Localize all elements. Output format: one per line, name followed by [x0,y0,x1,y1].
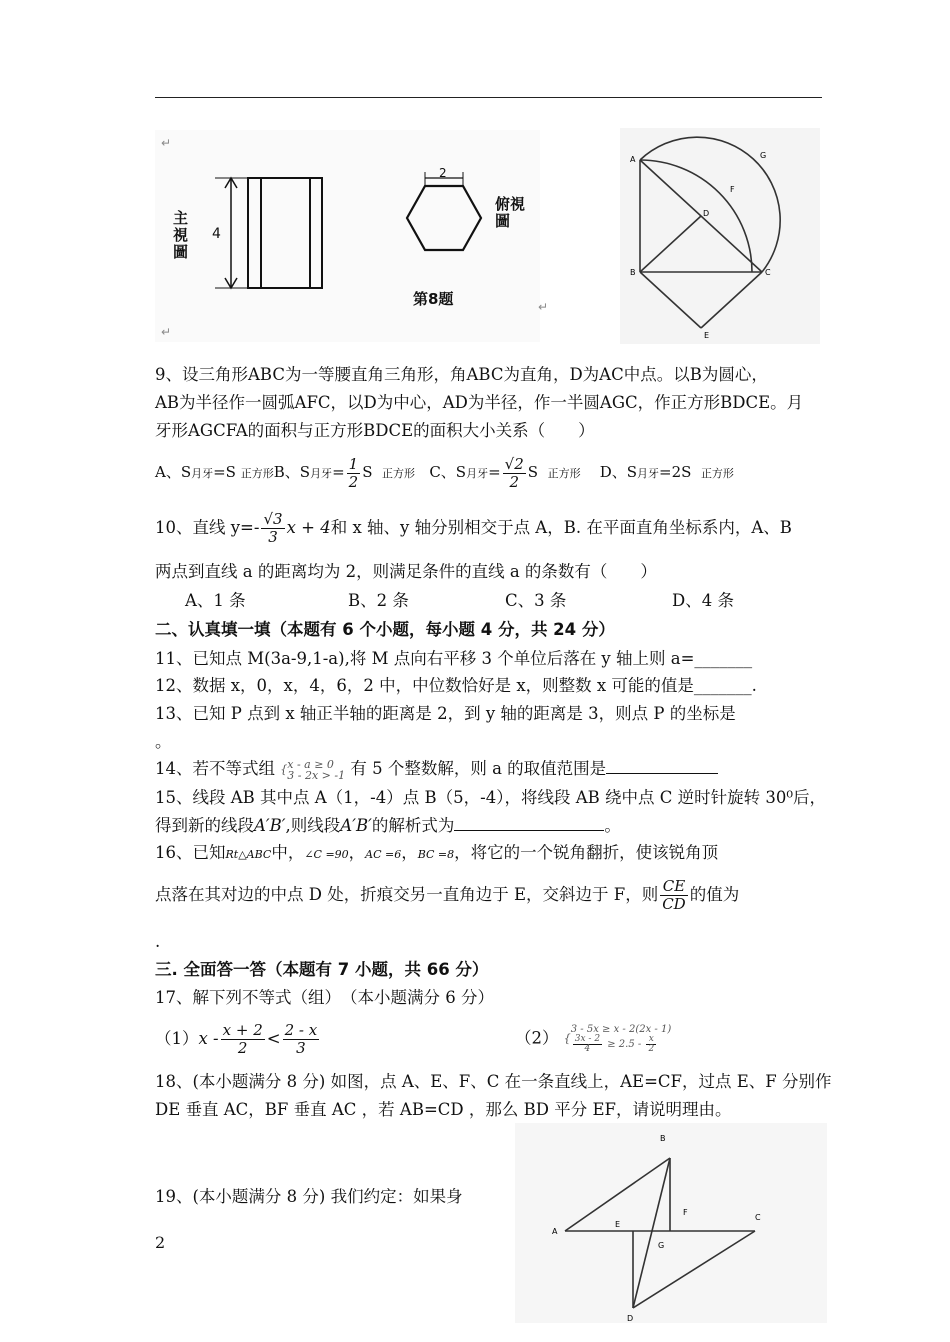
segment-BD [640,216,701,272]
q18-line2: DE 垂直 AC，BF 垂直 AC ，若 AB=CD ，那么 BD 平分 EF，请说明理由。 [155,1100,732,1119]
q14-text: 14、若不等式组 {x - a ≥ 0 3 - 2x > -1 有 5 个整数解，则 a 的取值范围是 [155,758,718,781]
front-view-label: 主視 圖 [173,209,189,261]
q10-option-b: B、2 条 [348,591,409,610]
q10-option-c: C、3 条 [505,591,567,610]
label-E: E [704,331,710,340]
segment-CE [701,272,762,328]
q15-line1: 15、线段 AB 其中点 A（1，-4）点 B（5，-4），将线段 AB 绕中点 C 逆时针旋转 30⁰后， [155,788,826,807]
q16-line3: . [155,932,161,951]
q17-inequality-system: {3 - 5x ≥ x - 2(2x - 1) $\frac{3x - 2}{4}$ ≥ 2.5 - $\frac{x}{2}$ [563,1024,672,1054]
width-label: 2 [439,166,447,180]
label-A: A [630,155,636,164]
header-rule [155,97,822,98]
label-B: B [660,1134,666,1143]
q9-line1: 9、设三角形ABC为一等腰直角三角形，角ABC为直角，D为AC中点。以B为圆心， [155,365,768,384]
q13-line2: 。 [155,732,172,751]
q9-line2: AB为半径作一圆弧AFC，以D为中心，AD为半径，作一半圆AGC，作正方形BDCE。月 [155,393,804,412]
q18-line1: 18、(本小题满分 8 分) 如图，点 A、E、F、C 在一条直线上，AE=CF，过点 E、F 分别作 [155,1072,832,1091]
q14-inequality-system: {x - a ≥ 0 3 - 2x > -1 [280,757,346,782]
q18-drawing [515,1123,827,1323]
segment-DC [633,1231,755,1308]
label-D: D [703,209,710,218]
q16-line1: 16、已知Rt△ABC中，∠C =90，AC =6，BC =8，将它的一个锐角翻折，使该锐角顶 [155,843,719,862]
q10-option-d: D、4 条 [672,591,734,610]
figure-q8-views [155,130,549,342]
q17-part2: （2） {3 - 5x ≥ x - 2(2x - 1) $\frac{3x - 2}{4}$ ≥ 2.5 - $\frac{x}{2}$ [515,1024,672,1054]
page-number: 2 [155,1233,166,1252]
return-mark-icon: ↵ [161,136,172,150]
label-G: G [658,1241,665,1250]
label-A: A [552,1227,558,1236]
figure-q18-geometry [515,1123,827,1323]
q13-line1: 13、已知 P 点到 x 轴正半轴的距离是 2，到 y 轴的距离是 3，则点 P 的坐标是 [155,704,736,723]
q9-drawing [620,128,820,344]
q19-text: 19、(本小题满分 8 分) 我们约定：如果身 [155,1187,463,1206]
label-F: F [683,1208,688,1217]
section-2-title: 二、认真填一填（本题有 6 个小题，每小题 4 分，共 24 分） [155,620,615,639]
figure-q9-geometry [620,128,820,344]
return-mark-icon: ↵ [538,300,549,314]
return-mark-icon: ↵ [161,325,172,339]
section-3-title: 三. 全面答一答（本题有 7 小题，共 66 分） [155,960,489,979]
label-E: E [615,1220,621,1229]
figure-caption: 第8题 [413,290,454,308]
label-D: D [627,1314,634,1323]
top-view-label: 俯視 圖 [495,195,526,230]
arc-AFC [640,160,752,272]
q9-options: A、S月牙=S 正方形B、S月牙= $\frac{1}{2}$ S 正方形 C、S月牙= $\frac{√2}{2}$ S 正方形 D、S月牙=2S 正方形 [155,454,734,491]
q17-title: 17、解下列不等式（组） （本小题满分 6 分） [155,988,494,1007]
q9-line3: 牙形AGCFA的面积与正方形BDCE的面积大小关系（ ） [155,421,595,440]
q10-line1: 10、直线 y=- $\frac{√3}{3}$ x + 4和 x 轴、y 轴分别相交于点 A，B. 在平面直角坐标系内，A、B [155,510,792,546]
q16-line2: 点落在其对边的中点 D 处，折痕交另一直角边于 E，交斜边于 F，则 $\frac{CE}{CD}$ 的值为 [155,877,740,913]
q10-line2: 两点到直线 a 的距离均为 2，则满足条件的直线 a 的条数有（ ） [155,562,657,581]
label-G: G [760,151,767,160]
label-C: C [765,268,771,277]
label-F: F [730,185,735,194]
height-label: 4 [212,226,221,242]
label-C: C [755,1213,761,1222]
q17-part1: （1）x - $\frac{x + 2}{2}$ < $\frac{2 - x}{3}$ [155,1021,318,1057]
q12-text: 12、数据 x，0，x，4，6，2 中，中位数恰好是 x，则整数 x 可能的值是_______. [155,676,757,695]
q11-text: 11、已知点 M(3a-9,1-a),将 M 点向右平移 3 个单位后落在 y 轴上则 a=_______ [155,649,753,668]
q10-option-a: A、1 条 [185,591,246,610]
hexagon-top-view [407,186,481,250]
label-B: B [630,268,636,277]
segment-BE [640,272,701,328]
q15-line2: 得到新的线段A′B′,则线段A′B′的解析式为 。 [155,816,621,835]
